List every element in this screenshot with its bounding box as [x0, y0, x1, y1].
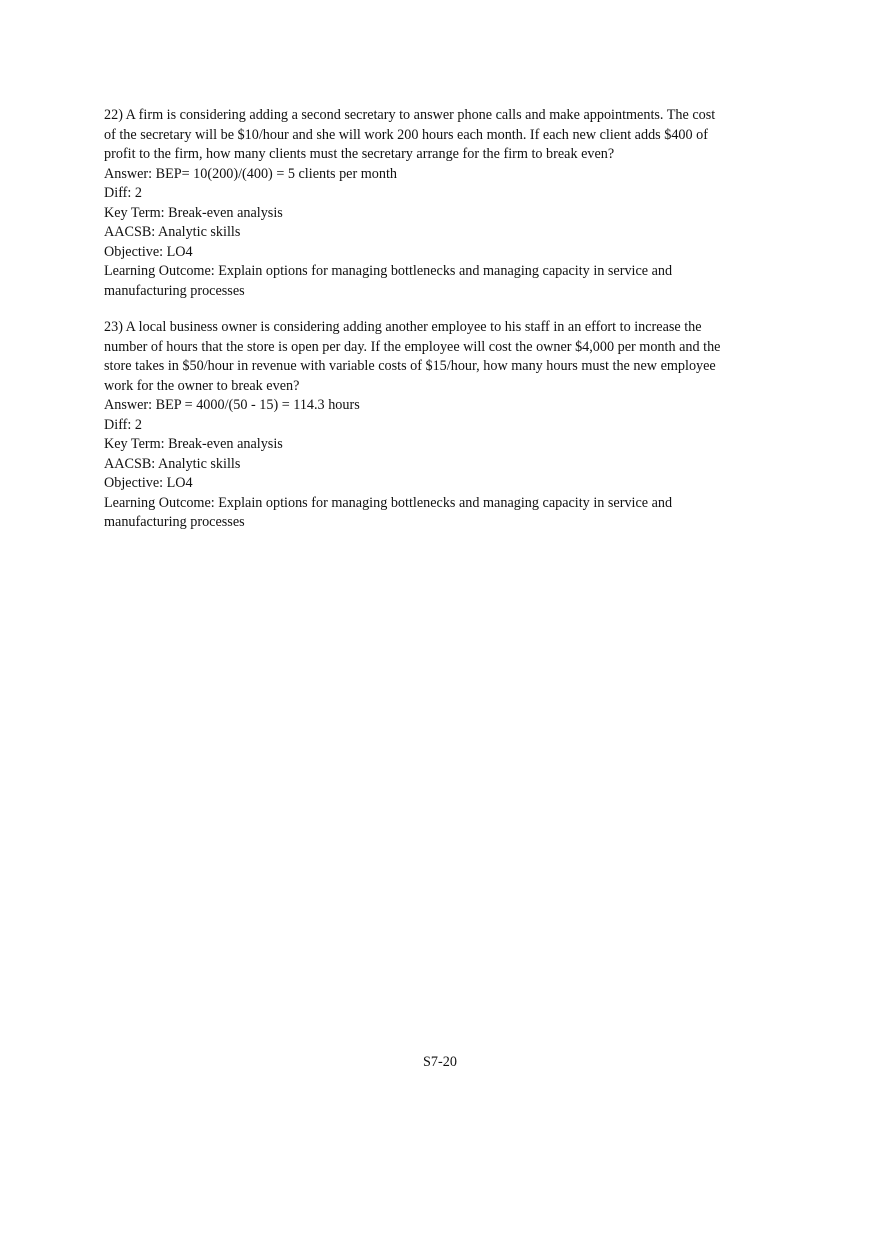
question-block-22: [104, 106, 724, 301]
aacsb-line: AACSB: Analytic skills: [104, 224, 241, 240]
question-text: 22) A firm is considering adding a second secretary to answer phone calls and make appointments. The cost of the secretary will be $10/hour and she will work 200 hours each month. If each new client adds $400 of profit to the firm, how many clients must the secretary arrange for the firm to break even?: [104, 107, 716, 162]
question-block-23: [104, 318, 724, 533]
key-term-line: Key Term: Break-even analysis: [104, 436, 283, 452]
answer-line: Answer: BEP= 10(200)/(400) = 5 clients per month: [104, 165, 398, 182]
learning-outcome-line: Learning Outcome: Explain options for managing bottlenecks and managing capacity in service and manufacturing processes: [104, 263, 673, 299]
difficulty-line: Diff: 2: [104, 416, 142, 433]
answer-line: Answer: BEP = 4000/(50 - 15) = 114.3 hours: [104, 397, 360, 413]
aacsb-line: AACSB: Analytic skills: [104, 455, 241, 472]
page-number: S7-20: [423, 1054, 457, 1070]
difficulty-line: Diff: 2: [104, 185, 142, 201]
key-term-line: Key Term: Break-even analysis: [104, 204, 283, 221]
learning-outcome-line: Learning Outcome: Explain options for managing bottlenecks and managing capacity in service and manufacturing processes: [104, 494, 673, 530]
question-text: 23) A local business owner is considering adding another employee to his staff in an effort to increase the number of hours that the store is open per day. If the employee will cost the owner $4,000 per month and the store takes in $50/hour in revenue with variable costs of $15/hour, how many hours must the new employee work for the owner to break even?: [104, 319, 721, 394]
page-content: [104, 106, 724, 550]
objective-line: Objective: LO4: [104, 243, 193, 260]
objective-line: Objective: LO4: [104, 475, 193, 491]
